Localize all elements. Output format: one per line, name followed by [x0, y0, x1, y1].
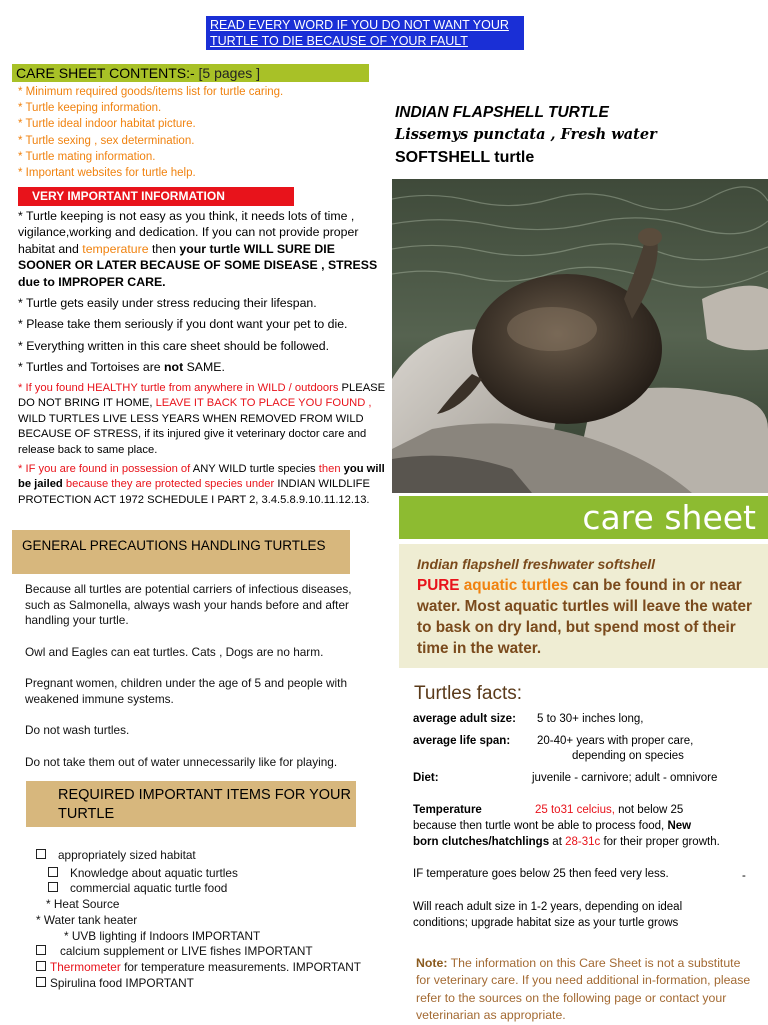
text-run-bold: New — [667, 820, 692, 832]
important-para — [18, 381, 386, 459]
required-item — [36, 976, 366, 992]
required-item — [36, 848, 366, 864]
precautions-body — [25, 582, 355, 786]
required-heading: REQUIRED IMPORTANT ITEMS FOR YOUR TURTLE — [26, 781, 356, 827]
fact-lifespan-note: depending on species — [572, 750, 684, 762]
item-label: appropriately sized habitat — [58, 848, 196, 862]
care-intro-box — [399, 544, 768, 668]
important-para — [18, 359, 386, 375]
contents-item: * Important websites for turtle help. — [18, 167, 196, 180]
checkbox-icon — [36, 961, 46, 971]
fact-diet — [413, 771, 717, 786]
fact-key: Temperature — [413, 804, 482, 816]
fact-lifespan — [413, 734, 693, 749]
fact-temperature — [413, 803, 683, 818]
fact-feeding: IF temperature goes below 25 then feed very less. — [413, 868, 669, 880]
required-item: * Heat Source — [46, 897, 120, 912]
fact-growth: Will reach adult size in 1-2 years, depending on ideal conditions; upgrade habitat size as your turtle grows — [413, 901, 683, 929]
required-item — [36, 866, 366, 882]
required-item — [36, 881, 366, 897]
fact-key: Diet: — [413, 772, 439, 784]
required-item: * UVB lighting if Indoors IMPORTANT — [64, 928, 261, 943]
important-para — [18, 208, 386, 290]
hatchling-temp: 28-31c — [565, 836, 601, 848]
text-run: INDIAN WILDLIFE PROTECTION ACT 1972 SCHEDULE I PART 2, 3.4.5.8.9.10.11.12.13. — [18, 478, 370, 506]
turtle-image-icon — [392, 179, 768, 493]
contents-item: * Turtle mating information. — [18, 150, 156, 163]
turtle-photo — [392, 179, 768, 493]
aquatic-highlight: aquatic turtles — [459, 577, 569, 594]
species-title: INDIAN FLAPSHELL TURTLE — [395, 104, 609, 121]
precaution-para: Because all turtles are potential carriers of infectious diseases, such as Salmonella, always wash your hands before and after handling your turtle. — [25, 582, 352, 627]
fact-temperature-line2 — [413, 819, 691, 834]
important-para — [18, 462, 386, 509]
contents-item: * Minimum required goods/items list for turtle caring. — [18, 86, 284, 98]
note-text: The information on this Care Sheet is not a substitute for veterinary care. If you need additional in-formation, please refer to the sources on the following page or contact your veterinarian as appropriate. — [416, 956, 751, 1023]
item-label: commercial aquatic turtle food — [70, 881, 228, 896]
thermometer-label: Thermometer — [50, 959, 121, 974]
contents-pages: [5 pages ] — [198, 65, 261, 81]
important-para: * Please take them seriously if you dont want your pet to die. — [18, 317, 348, 332]
important-para: * Turtle gets easily under stress reducing their lifespan. — [18, 296, 317, 311]
pure-highlight: PURE — [417, 577, 460, 594]
text-run: for their proper growth. — [600, 836, 720, 848]
text-run-bold: born clutches/hatchlings — [413, 836, 550, 848]
required-item — [36, 960, 366, 976]
species-softshell: SOFTSHELL turtle — [395, 149, 535, 166]
text-run: * Turtles and Tortoises are — [18, 360, 165, 375]
checkbox-icon — [48, 867, 58, 877]
required-list — [36, 848, 366, 991]
text-run: at — [549, 836, 566, 848]
text-run-red: * If you found HEALTHY turtle from anywhere in WILD / outdoors — [18, 381, 339, 394]
text-run: then — [148, 241, 180, 256]
veterinary-note — [416, 955, 758, 1025]
contents-item: * Turtle keeping information. — [18, 102, 162, 115]
precaution-para: Do not take them out of water unnecessarily like for playing. — [25, 754, 338, 769]
species-scientific: Lissemys punctata , Fresh water — [395, 126, 657, 143]
fact-key: average life span: — [413, 735, 511, 747]
fact-temperature-line3 — [413, 835, 720, 850]
item-label: for temperature measurements. IMPORTANT — [120, 959, 361, 974]
checkbox-icon — [36, 945, 46, 955]
fact-value: 5 to 30+ inches long, — [537, 713, 644, 725]
required-item: * Water tank heater — [36, 912, 138, 927]
checkbox-icon — [36, 849, 46, 859]
contents-item: * Turtle ideal indoor habitat picture. — [18, 118, 196, 131]
fact-size — [413, 712, 643, 727]
fact-key: average adult size: — [413, 713, 516, 725]
contents-heading — [12, 64, 369, 82]
required-item — [36, 944, 366, 960]
temp-range: 25 to31 celcius, — [535, 804, 615, 816]
checkbox-icon — [36, 977, 46, 987]
contents-title: CARE SHEET CONTENTS:- — [16, 65, 199, 81]
fact-value: 20-40+ years with proper care, — [537, 735, 694, 747]
important-heading: VERY IMPORTANT INFORMATION — [18, 187, 294, 206]
precaution-para: Pregnant women, children under the age of 5 and people with weakened immune systems. — [25, 676, 348, 706]
note-label: Note: — [416, 956, 448, 970]
temperature-highlight: temperature — [82, 241, 149, 256]
text-run-bold: you will be jailed — [18, 462, 385, 491]
warning-line-2: TURTLE TO DIE BECAUSE OF YOUR FAULT — [210, 34, 468, 48]
fact-value: juvenile - carnivore; adult - omnivore — [532, 772, 718, 784]
contents-item: * Turtle sexing , sex determination. — [18, 134, 195, 147]
fact-value: not below 25 — [614, 804, 684, 816]
text-run-bold: not — [164, 360, 184, 375]
care-sheet-banner: care sheet — [399, 496, 768, 539]
fact-dash: - — [742, 870, 746, 882]
contents-list — [18, 84, 358, 181]
text-run: WILD TURTLES LIVE LESS YEARS WHEN REMOVED FROM WILD BECAUSE OF STRESS, if its injured give it veterinary doctor care and release back to same place. — [18, 412, 367, 457]
precautions-heading: GENERAL PRECAUTIONS HANDLING TURTLES — [12, 530, 350, 574]
text-run: SAME. — [183, 360, 225, 375]
item-label: calcium supplement or LIVE fishes IMPORTANT — [60, 944, 313, 959]
item-label: Knowledge about aquatic turtles — [70, 865, 238, 880]
important-para: * Everything written in this care sheet should be followed. — [18, 338, 330, 353]
care-intro-text — [417, 575, 758, 659]
facts-heading: Turtles facts: — [414, 683, 523, 704]
text-run: PLEASE DO NOT BRING IT HOME, — [18, 381, 386, 410]
text-run-red: then — [315, 462, 344, 475]
text-run-red: LEAVE IT BACK TO PLACE YOU FOUND , — [155, 397, 372, 410]
precaution-para: Owl and Eagles can eat turtles. Cats , Dogs are no harm. — [25, 644, 324, 659]
text-run: * Turtle keeping is not easy as you think, it needs lots of time , vigilance,working and dedication. If you can not provide proper habitat and — [18, 209, 359, 256]
fact-value: because then turtle wont be able to process food, — [413, 820, 668, 832]
warning-line-1: READ EVERY WORD IF YOU DO NOT WANT YOUR — [210, 18, 509, 32]
text-run-red: * IF you are found in possession of — [18, 462, 191, 475]
text-run-red: because they are protected species under — [62, 478, 275, 491]
item-label: Spirulina food IMPORTANT — [50, 975, 194, 990]
precaution-para: Do not wash turtles. — [25, 723, 130, 737]
text-run: ANY WILD turtle species — [190, 462, 316, 475]
checkbox-icon — [48, 882, 58, 892]
text-run: can be found in or near water. Most aquatic turtles will leave the water to bask on dry land, but spend most of their time in the water. — [417, 577, 752, 657]
text-run-bold: your turtle WILL SURE DIE SOONER OR LATER BECAUSE OF SOME DISEASE , STRESS due to IMPROPER CARE. — [18, 241, 378, 289]
care-species-name: Indian flapshell freshwater softshell — [417, 556, 656, 572]
important-body — [18, 208, 386, 513]
warning-banner — [206, 16, 524, 50]
